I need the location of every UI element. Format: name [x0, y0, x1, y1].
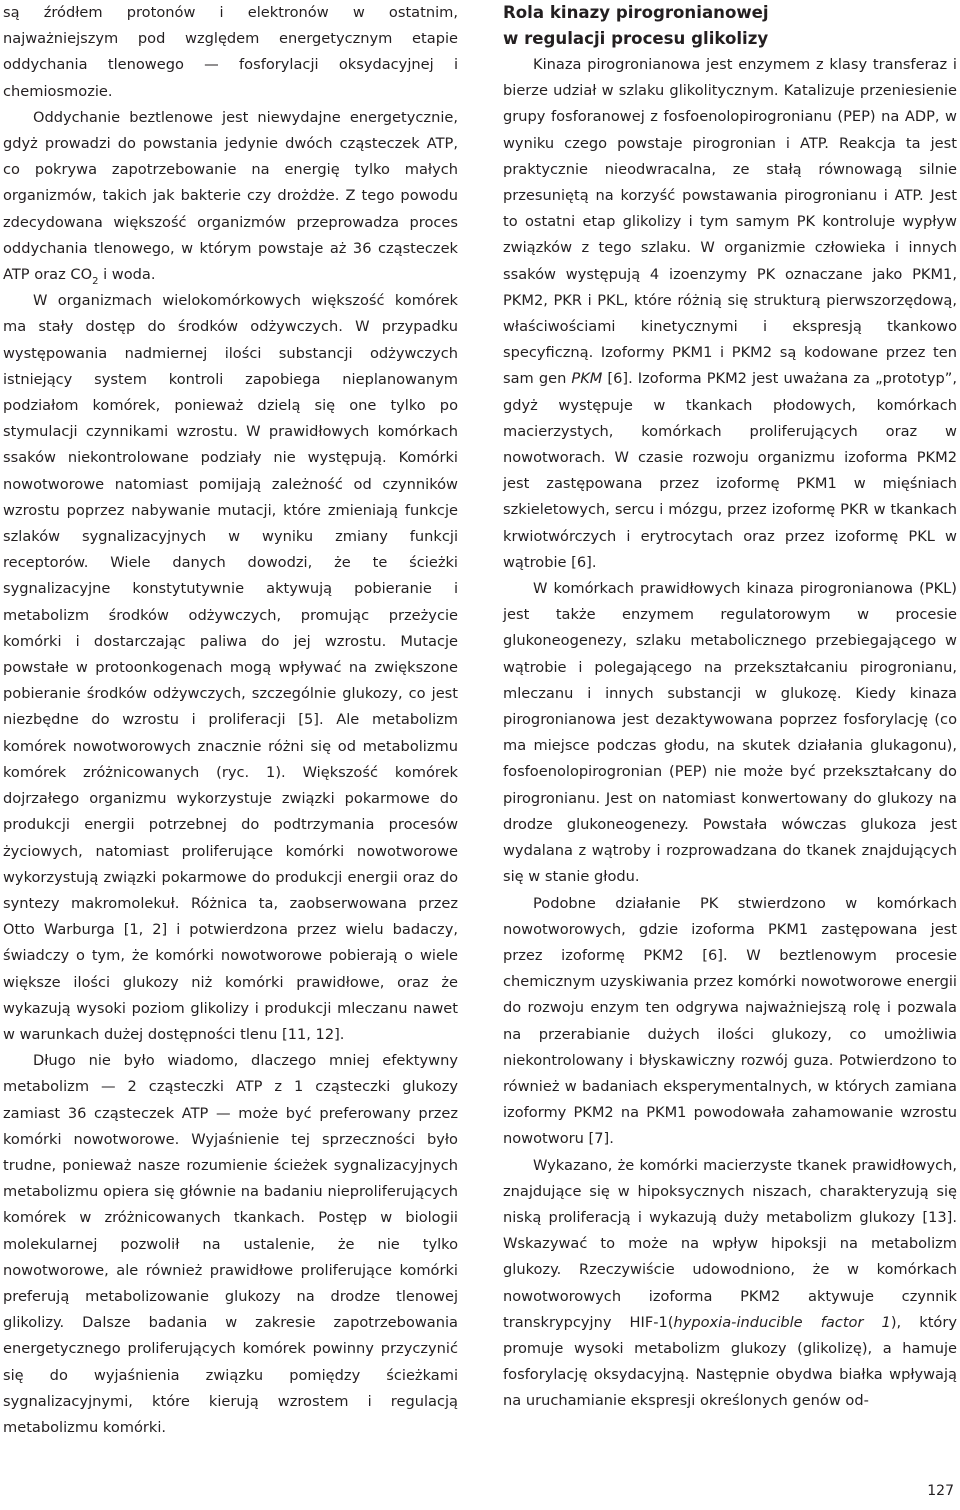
paragraph-text: Wykazano, że komórki macierzyste tkanek prawidłowych, znajdujące się w hipoksycznych niszach, charakteryzują się niską proliferacją i wykazują duży metabolizm glukozy [13]. Wskazywać to może na wpływ hipoksji na metabolizm glukozy. Rzeczywiście udowodniono, że w komórkach nowotworowych izoforma PKM2 aktywuje czynnik transkrypcyjny HIF-1(	[503, 1156, 957, 1331]
paragraph-pyruvate-kinase	[503, 52, 957, 576]
gene-name: PKM	[571, 370, 603, 388]
right-column	[503, 0, 957, 1415]
paragraph-text: Kinaza pirogronianowa jest enzymem z klasy transferaz i bierze udział w szlaku glikolitycznym. Katalizuje przeniesienie grupy fosforanowej z fosfoenolopirogronianu (PEP) na ADP, w wyniku czego powstaje pirogronian i ATP. Reakcja ta jest praktycznie nieodwracalna, ze stałą równowagą silnie przesuniętą na korzyść powstawania pirogronianu i ATP. Jest to ostatni etap glikolizy i tym samym PK kontroluje wypływ związków z tego szlaku. W organizmie człowieka i innych ssaków występują 4 izoenzymy PK oznaczane jako PKM1, PKM2, PKR i PKL, które różnią się strukturą pierwszorzędową, właściwościami kinetycznymi i ekspresją tkankowo specyficzną. Izoformy PKM1 i PKM2 są kodowane przez ten sam gen	[503, 56, 957, 388]
paragraph-text: Oddychanie beztlenowe jest niewydajne energetycznie, gdyż prowadzi do powstania jedynie dwóch cząsteczek ATP, co pokrywa zapotrzebowanie na energię tylko małych organizmów, takich jak bakterie czy drożdże. Z tego powodu zdecydowana większość organizmów przeprowadza proces oddychania tlenowego, w którym powstaje aż 36 cząsteczek ATP oraz CO	[3, 108, 458, 284]
page-number: 127	[927, 1483, 954, 1499]
paragraph-continuation: są źródłem protonów i elektronów w ostatnim, najważniejszym pod względem energetycznym etapie oddychania tlenowego — fosforylacji oksydacyjnej i chemiosmozie.	[3, 4, 458, 100]
paragraph-efficiency-question: Długo nie było wiadomo, dlaczego mniej efektywny metabolizm — 2 cząsteczki ATP z 1 cząsteczki glukozy zamiast 36 cząsteczek ATP — może być preferowany przez komórki nowotworowe. Wyjaśnienie tej sprzeczności było trudne, ponieważ nasze rozumienie ścieżek sygnalizacyjnych metabolizmu opiera się głównie na badaniu nieproliferujących komórek w zróżnicowanych tkankach. Postęp w biologii molekularnej pozwolił na ustalenie, że nie tylko nowotworowe, ale również prawidłowe proliferujące komórki preferują metabolizowanie glukozy na drodze tlenowej glikolizy. Dalsze badania w zakresie zapotrzebowania energetycznego proliferujących komórek powinny przyczynić się do wyjaśnienia związku pomiędzy ścieżkami sygnalizacyjnymi, które kierują wzrostem i regulacją metabolizmu komórki.	[3, 1052, 458, 1436]
subscript: 2	[92, 276, 99, 288]
paragraph-stem-cells-hypoxia	[503, 1153, 957, 1415]
paragraph-multicellular-organisms: W organizmach wielokomórkowych większość komórek ma stały dostęp do środków odżywczych. W przypadku występowania nadmiernej ilości substancji odżywczych istniejący system kontroli zapobiega nieplanowanym podziałom komórek, ponieważ dzielą się one tylko po stymulacji czynnikami wzrostu. W prawidłowych komórkach ssaków niekontrolowane podziały nie występują. Komórki nowotworowe natomiast pomijają zależność od czynników wzrostu poprzez nabywanie mutacji, które zmieniają funkcje szlaków sygnalizacyjnych w wyniku zmiany funkcji receptorów. Wiele danych dowodzi, że te ścieżki sygnalizacyjne konstytutywnie aktywują pobieranie i metabolizm środków odżywczych, promując przeżycie komórki i dostarczając paliwa do jej wzrostu. Mutacje powstałe w protoonkogenach mogą wpływać na zwiększone pobieranie środków odżywczych, szczególnie glukozy, co jest niezbędne do wzrostu i proliferacji [5]. Ale metabolizm komórek nowotworowych znacznie różni się od metabolizmu komórek zróżnicowanych (ryc. 1). Większość komórek dojrzałego organizmu wykorzystuje związki pokarmowe do produkcji energii potrzebnej do podtrzymania procesów życiowych, natomiast proliferujące komórki nowotworowe wykorzystują związki pokarmowe do produkcji energii oraz do syntezy makromolekuł. Różnica ta, zaobserwowana przez Otto Warburga [1, 2] i potwierdzona przez wielu badaczy, świadczy o tym, że komórki nowotworowe pobierają o wiele większe ilości glukozy niż komórki prawidłowe, oraz że wykazują wysoki poziom glikolizy i produkcji mleczanu nawet w warunkach dużej dostępności tlenu [11, 12].	[3, 292, 458, 1043]
section-heading-line-1: Rola kinazy pirogronianowej	[503, 3, 769, 22]
paragraph-tumor-cells: Podobne działanie PK stwierdzono w komórkach nowotworowych, gdzie izoforma PKM1 zastępowana jest przez izoformę PKM2 [6]. W beztlenowym procesie chemicznym uzyskiwania przez komórki nowotworowe energii do rozwoju enzym ten odgrywa najważniejszą rolę i pozwala na przerabianie dużych ilości glukozy, co umożliwia niekontrolowany i błyskawiczny rozwój guza. Potwierdzono to również w badaniach eksperymentalnych, w których zamiana izoformy PKM2 na PKM1 powodowała zahamowanie wzrostu nowotworu [7].	[503, 894, 957, 1148]
paragraph-anaerobic-respiration	[3, 105, 458, 288]
paragraph-text: ), który promuje wysoki metabolizm glukozy (glikolizę), a hamuje fosforylację oksydacyjną. Następnie obydwa białka wpływają na uruchamianie ekspresji określonych genów od-	[503, 1313, 957, 1410]
left-column	[3, 0, 458, 1441]
section-heading-line-2: w regulacji procesu glikolizy	[503, 29, 769, 48]
paragraph-text: i woda.	[98, 266, 156, 284]
italic-term: hypoxia-inducible factor 1	[673, 1313, 891, 1331]
paragraph-text: [6]. Izoforma PKM2 jest uważana za „prototyp”, gdyż występuje w tkankach płodowych, komórkach macierzystych, komórkach proliferujących oraz w nowotworach. W czasie rozwoju organizmu izoforma PKM2 jest zastępowana przez izoformę PKM1 w mięśniach szkieletowych, sercu i mózgu, przez izoformę PKR w tkankach krwiotwórczych i erytrocytach oraz przez izoformę PKL w wątrobie [6].	[503, 370, 957, 571]
section-heading	[503, 0, 957, 52]
paragraph-gluconeogenesis: W komórkach prawidłowych kinaza pirogronianowa (PKL) jest także enzymem regulatorowym w procesie glukoneogenezy, szlaku metabolicznego przebiegającego w wątrobie i polegającego na przekształcaniu pirogronianu, mleczanu i innych substancji w glukozę. Kiedy kinaza pirogronianowa jest dezaktywowana poprzez fosforylację (co ma miejsce podczas głodu, na skutek działania glukagonu), fosfoenolopirogronian (PEP) nie może być przekształcany do pirogronianu. Jest on natomiast konwertowany do glukozy na drodze glukoneogenezy. Powstała wówczas glukoza jest wydalana z wątroby i rozprowadzana do tkanek znajdujących się w stanie głodu.	[503, 580, 957, 886]
